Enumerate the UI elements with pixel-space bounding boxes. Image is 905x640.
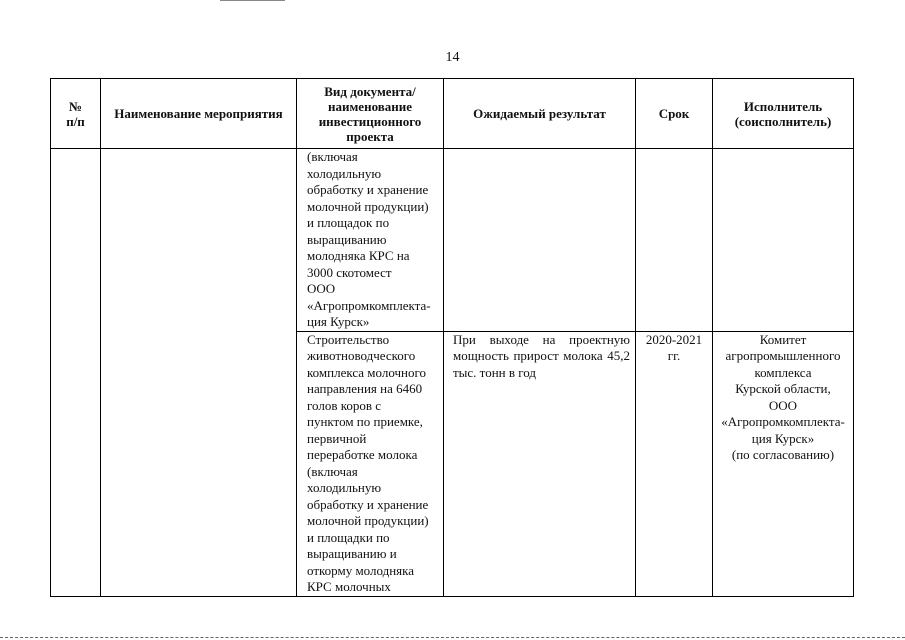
cell-term: 2020-2021 гг. [636, 331, 713, 596]
cell-executor [713, 149, 854, 332]
scan-edge-bottom [0, 637, 905, 638]
header-term: Срок [636, 79, 713, 149]
header-activity-name: Наименование мероприятия [101, 79, 297, 149]
cell-document-type: Строительство животноводческого комплекса молочного направления на 6460 голов коров с пунктом по приемке, первичной переработке молока (включая холодильную обработку и хранение молочной продукции) и площадки по выращиванию и откорму молодняка КРС молочных [297, 331, 444, 596]
cell-expected-result: При выходе на проектную мощность прирост молока 45,2 тыс. тонн в год [444, 331, 636, 596]
scan-edge-top [220, 0, 285, 1]
cell-executor: Комитет агропромышленного комплекса Курской области, ООО «Агропромкомплекта- ция Курск» (по согласованию) [713, 331, 854, 596]
header-document-type: Вид документа/ наименование инвестиционного проекта [297, 79, 444, 149]
header-number: № п/п [51, 79, 101, 149]
cell-expected-result [444, 149, 636, 332]
page-number: 14 [445, 50, 460, 65]
cell-term [636, 149, 713, 332]
cell-number [51, 149, 101, 597]
header-executor: Исполнитель (соисполнитель) [713, 79, 854, 149]
header-expected-result: Ожидаемый результат [444, 79, 636, 149]
cell-activity-name [101, 149, 297, 597]
activities-table [50, 78, 854, 597]
table-header-row [51, 79, 854, 149]
cell-document-type: (включая холодильную обработку и хранение молочной продукции) и площадок по выращиванию молодняка КРС на 3000 скотомест ООО «Агропромкомплекта- ция Курск» [297, 149, 444, 332]
table-row [51, 149, 854, 332]
